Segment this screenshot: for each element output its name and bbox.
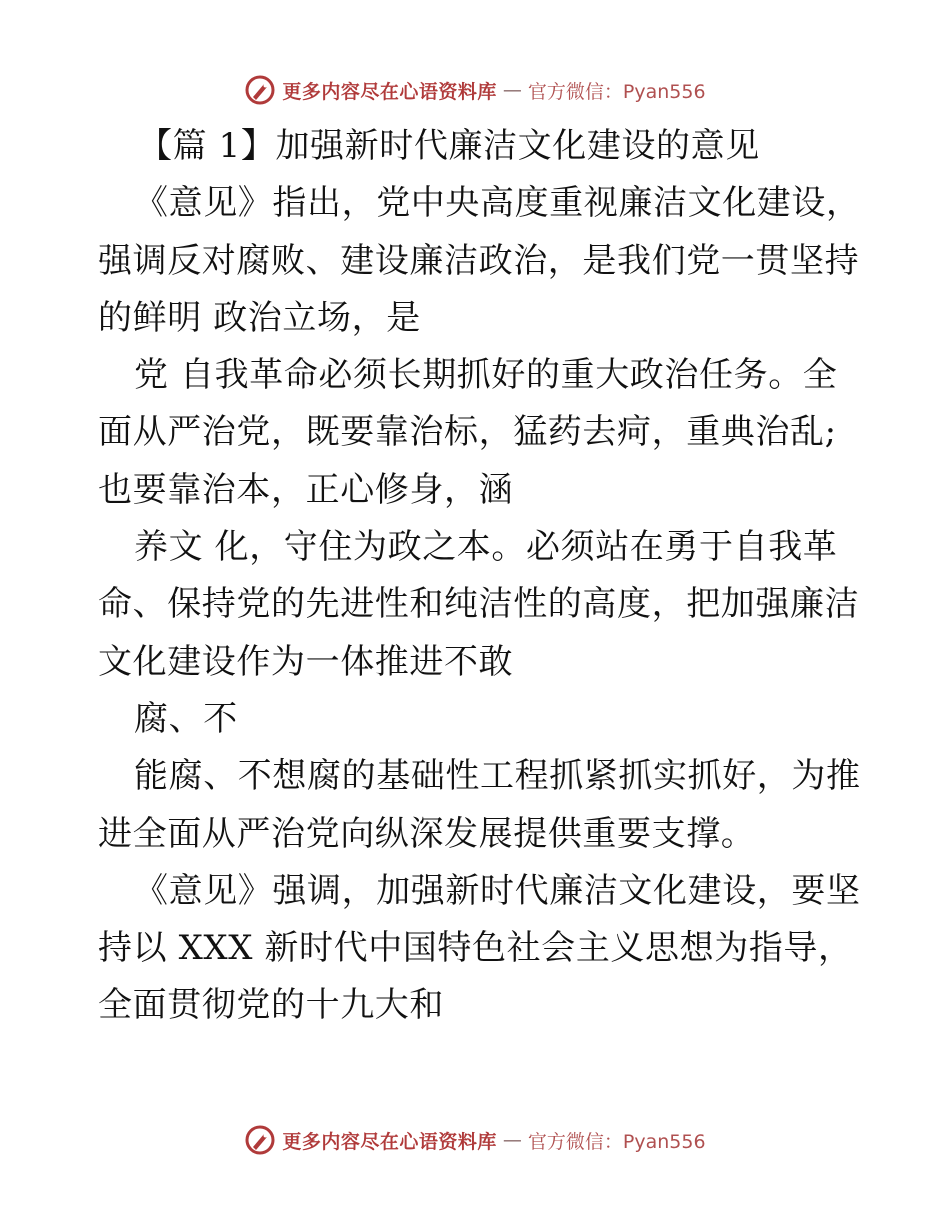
watermark-separator: — — [502, 79, 522, 101]
paragraph-line: 《意见》指出，党中央高度重视廉洁文化建设， — [134, 183, 861, 224]
watermark-wechat: 官方微信：Pyan556 — [527, 80, 706, 103]
document-body — [98, 118, 861, 1035]
paragraph-line: 《意见》强调，加强新时代廉洁文化建设，要坚 — [134, 870, 861, 911]
paragraph-line: 的鲜明 政治立场，是 — [98, 297, 421, 338]
watermark-wechat: 官方微信：Pyan556 — [527, 1130, 706, 1153]
paragraph-line: 进全面从严治党向纵深发展提供重要支撑。 — [98, 813, 756, 854]
watermark-separator: — — [502, 1129, 522, 1151]
paragraph-line: 全面贯彻党的十九大和 — [98, 985, 444, 1026]
pen-logo-icon — [244, 74, 276, 106]
watermark-site-name: 更多内容尽在心语资料库 — [282, 80, 497, 103]
watermark-site-name: 更多内容尽在心语资料库 — [282, 1130, 497, 1153]
paragraph-line: 命、保持党的先进性和纯洁性的高度，把加强廉洁 — [98, 584, 860, 625]
pen-logo-icon — [244, 1124, 276, 1156]
footer-watermark — [0, 1120, 950, 1160]
header-watermark — [0, 70, 950, 110]
paragraph-line: 能腐、不想腐的基础性工程抓紧抓实抓好，为推 — [134, 756, 861, 797]
paragraph-line: 腐、不 — [134, 698, 238, 739]
paragraph-line: 文化建设作为一体推进不敢 — [98, 641, 514, 682]
paragraph-line: 面从严治党，既要靠治标，猛药去疴，重典治乱; — [98, 412, 837, 453]
paragraph-line: 强调反对腐败、建设廉洁政治，是我们党一贯坚持 — [98, 240, 860, 281]
paragraph-line: 养文 化，守住为政之本。必须站在勇于自我革 — [134, 527, 838, 568]
paragraph-line: 也要靠治本，正心修身，涵 — [98, 469, 514, 510]
document-title: 【篇 1】加强新时代廉洁文化建设的意见 — [138, 126, 760, 166]
paragraph-line: 持以 XXX 新时代中国特色社会主义思想为指导， — [98, 928, 853, 969]
paragraph-line: 党 自我革命必须长期抓好的重大政治任务。全 — [134, 355, 838, 396]
